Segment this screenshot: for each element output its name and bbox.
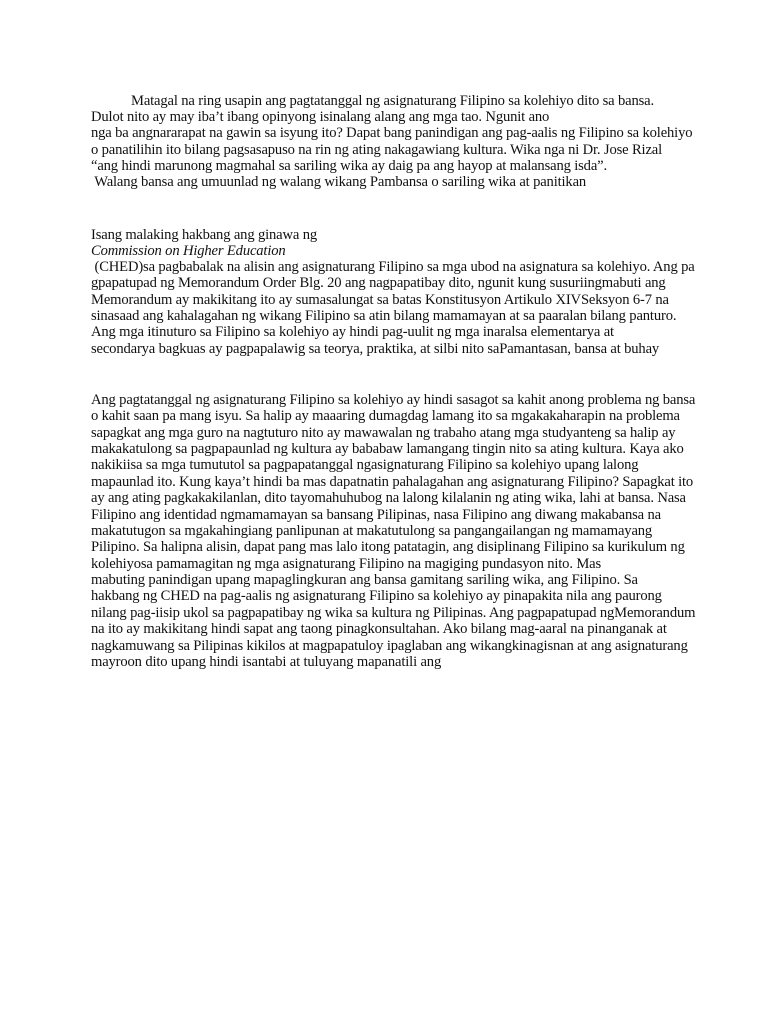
paragraph1-line-2: Dulot nito ay may iba’t ibang opinyong isinalang alang ang mga tao. Ngunit ano (91, 109, 550, 125)
paragraph3-line-2: o kahit saan pa mang isyu. Sa halip ay maaaring dumagdag lamang ito sa mgakakaharapin na problema (91, 408, 680, 424)
paragraph3-line-16: nagkamuwang sa Pilipinas kikilos at magpapatuloy ipaglaban ang wikangkinagisnan at ang asignaturang (91, 638, 688, 654)
paragraph2-line-5: Ang mga itinuturo sa Filipino sa kolehiyo ay hindi pag-uulit ng mga inaralsa elementarya at (91, 324, 614, 340)
paragraph3-line-14: nilang pag-iisip ukol sa pagpapatibay ng wika sa kultura ng Pilipinas. Ang pagpapatupad ngMemorandum (91, 605, 696, 621)
paragraph1-line-6: Walang bansa ang umuunlad ng walang wikang Pambansa o sariling wika at panitikan (91, 174, 587, 190)
paragraph3-line-3: sapagkat ang mga guro na nagtuturo nito ay mawawalan ng trabaho atang mga studyanteng sa halip ay (91, 425, 676, 441)
paragraph1-line-1: Matagal na ring usapin ang pagtatanggal ng asignaturang Filipino sa kolehiyo dito sa bansa. (131, 93, 654, 109)
paragraph2-intro: Isang malaking hakbang ang ginawa ng (91, 227, 318, 243)
paragraph1-line-3: nga ba angnararapat na gawin sa isyung ito? Dapat bang panindigan ang pag-aalis ng Filipino sa kolehiyo (91, 125, 693, 141)
paragraph2-line-1: (CHED)sa pagbabalak na alisin ang asignaturang Filipino sa mga ubod na asignatura sa kolehiyo. Ang pa (91, 259, 695, 275)
paragraph3-line-9: makatutugon sa mgakahingiang panlipunan at makatutulong sa pangangailangan ng mamamayang (91, 523, 653, 539)
paragraph3-line-7: ay ang ating pagkakakilanlan, dito tayomahuhubog na lalong kilalanin ng ating wika, lahi at bansa. Nasa (91, 490, 686, 506)
paragraph2-line-4: sinasaad ang kahalagahan ng wikang Filipino sa atin bilang mamamayan at sa paaralan bilang panturo. (91, 308, 677, 324)
paragraph3-line-10: Pilipino. Sa halipna alisin, dapat pang mas lalo itong patatagin, ang disiplinang Filipino sa kurikulum ng (91, 539, 685, 555)
paragraph3-line-17: mayroon dito upang hindi isantabi at tuluyang mapanatili ang (91, 654, 442, 670)
paragraph3-line-4: makakatulong sa pagpapaunlad ng kultura ay bababaw lamangang tingin nito sa ating kultura. Kaya ako (91, 441, 684, 457)
paragraph3-line-11: kolehiyosa pamamagitan ng mga asignaturang Filipino na magiging pundasyon nito. Mas (91, 556, 602, 572)
paragraph3-line-6: mapaunlad ito. Kung kaya’t hindi ba mas dapatnatin pahalagahan ang asignaturang Filipino? Sapagkat ito (91, 474, 694, 490)
paragraph2-line-2: gpapatupad ng Memorandum Order Blg. 20 ang nagpapatibay dito, ngunit kung susuriingmabuti ang (91, 275, 666, 291)
paragraph2-line-6: secondarya bagkuas ay pagpapalawig sa teorya, praktika, at silbi nito saPamantasan, bansa at buhay (91, 341, 660, 357)
paragraph1-line-5: “ang hindi marunong magmahal sa sariling wika ay daig pa ang hayop at malansang isda”. (91, 158, 607, 174)
paragraph3-line-12: mabuting panindigan upang mapaglingkuran ang bansa gamitang sariling wika, ang Filipino. Sa (91, 572, 638, 588)
paragraph3-line-15: na ito ay makikitang hindi sapat ang taong pinagkonsultahan. Ako bilang mag-aaral na pinanganak at (91, 621, 667, 637)
paragraph2-line-3: Memorandum ay makikitang ito ay sumasalungat sa batas Konstitusyon Artikulo XIVSeksyon 6-7 na (91, 292, 669, 308)
paragraph3-line-1: Ang pagtatanggal ng asignaturang Filipino sa kolehiyo ay hindi sasagot sa kahit anong problema ng bansa (91, 392, 696, 408)
paragraph3-line-5: nakikiisa sa mga tumututol sa pagpapatanggal ngasignaturang Filipino sa kolehiyo upang lalong (91, 457, 639, 473)
paragraph1-line-4: o panatilihin ito bilang pagsasapuso na rin ng ating nakagawiang kultura. Wika nga ni Dr. Jose Rizal (91, 142, 663, 158)
paragraph3-line-8: Filipino ang identidad ngmamamayan sa bansang Pilipinas, nasa Filipino ang diwang makabansa na (91, 507, 661, 523)
paragraph3-line-13: hakbang ng CHED na pag-aalis ng asignaturang Filipino sa kolehiyo ay pinapakita nila ang paurong (91, 588, 662, 604)
commission-name: Commission on Higher Education (91, 243, 286, 259)
